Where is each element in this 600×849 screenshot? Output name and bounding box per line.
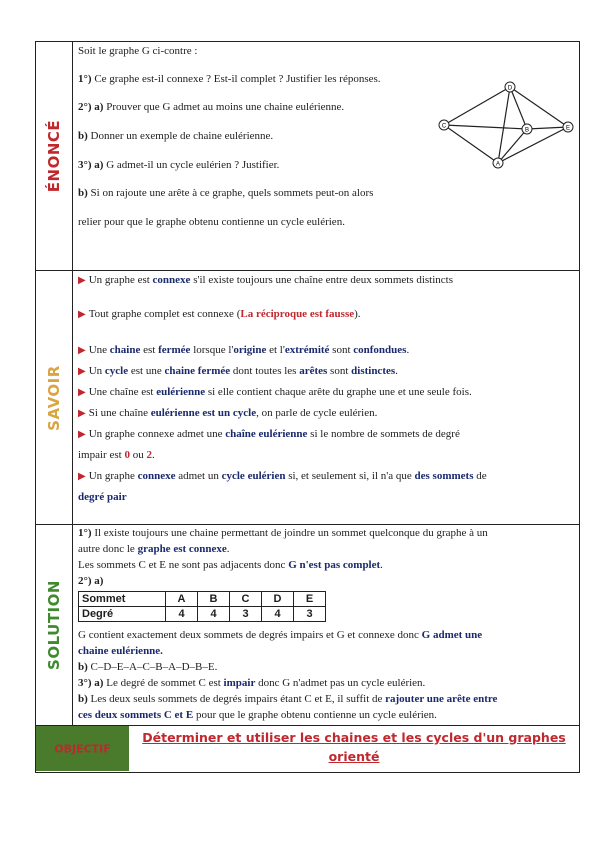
savoir-item-complet: ▶ Tout graphe complet est connexe (La réciproque est fausse). <box>78 308 361 320</box>
enonce-q2a: 2°) a) Prouver que G admet au moins une chaine eulérienne. <box>78 101 345 113</box>
exercise-sheet <box>35 41 580 773</box>
savoir-item-theoreme-chaine: ▶ Un graphe connexe admet une chaîne eulérienne si le nombre de sommets de degré <box>78 428 460 440</box>
solution-side <box>36 525 73 725</box>
table-header-cell: Sommet <box>79 592 166 607</box>
solution-q1-line2: autre donc le graphe est connexe. <box>78 543 230 555</box>
graph-edge-A-E <box>498 125 571 163</box>
bullet-arrow-icon: ▶ <box>78 387 86 398</box>
svg-text:A: A <box>495 161 501 168</box>
objectif-badge <box>36 726 129 771</box>
table-cell-degree: 4 <box>262 607 294 622</box>
enonce-q3b-cont: relier pour que le graphe obtenu contienne un cycle eulérien. <box>78 216 345 228</box>
solution-q3b-line1: b) Les deux seuls sommets de degrés impairs étant C et E, il suffit de rajouter une arête entre <box>78 693 498 705</box>
enonce-content <box>78 42 575 270</box>
table-row <box>79 592 326 607</box>
graph-node-C <box>439 120 449 130</box>
enonce-q3b: b) Si on rajoute une arête à ce graphe, quels sommets peut-on alors <box>78 187 374 199</box>
enonce-q2b: b) Donner un exemple de chaine eulérienne. <box>78 130 274 142</box>
solution-q2a-line2: chaine eulérienne. <box>78 645 163 657</box>
bullet-arrow-icon: ▶ <box>78 309 86 320</box>
solution-content <box>78 525 575 725</box>
objectif-label: OBJECTIF <box>54 742 111 755</box>
savoir-item-cycle: ▶ Un cycle est une chaine fermée dont toutes les arêtes sont distinctes. <box>78 365 398 377</box>
graph-node-D <box>505 82 515 92</box>
graph-node-B <box>522 124 532 134</box>
solution-q3a: 3°) a) Le degré de sommet C est impair donc G n'admet pas un cycle eulérien. <box>78 677 426 689</box>
solution-q2a-label: 2°) a) <box>78 575 104 587</box>
enonce-q1: 1°) Ce graphe est-il connexe ? Est-il complet ? Justifier les réponses. <box>78 73 381 85</box>
graph-node-A <box>493 158 503 168</box>
table-cell-vertex: C <box>230 592 262 607</box>
table-cell-degree: 4 <box>198 607 230 622</box>
savoir-item-cycle-eulerien: ▶ Si une chaîne eulérienne est un cycle, on parle de cycle eulérien. <box>78 407 378 419</box>
solution-q1-line1: 1°) Il existe toujours une chaine permettant de joindre un sommet quelconque du graphe à un <box>78 527 488 539</box>
bullet-arrow-icon: ▶ <box>78 366 86 377</box>
table-cell-degree: 4 <box>166 607 198 622</box>
solution-q2a-line1: G contient exactement deux sommets de degrés impairs et G et connexe donc G admet une <box>78 629 483 641</box>
savoir-item-theoreme-cycle-cont: degré pair <box>78 491 127 503</box>
table-cell-vertex: E <box>294 592 326 607</box>
solution-q2b: b) C–D–E–A–C–B–A–D–B–E. <box>78 661 218 673</box>
savoir-item-chaine-fermee: ▶ Une chaine est fermée lorsque l'origine et l'extrémité sont confondues. <box>78 344 410 356</box>
graph-edge-C-A <box>441 123 498 163</box>
table-cell-vertex: D <box>262 592 294 607</box>
svg-text:C: C <box>441 123 447 130</box>
table-row <box>79 607 326 622</box>
savoir-item-eulerienne: ▶ Une chaîne est eulérienne si elle contient chaque arête du graphe une et une seule fois. <box>78 386 472 398</box>
enonce-q3a: 3°) a) G admet-il un cycle eulérien ? Justifier. <box>78 159 280 171</box>
enonce-label: ÉNONCÉ <box>45 119 63 193</box>
savoir-item-connexe: ▶ Un graphe est connexe s'il existe toujours une chaîne entre deux sommets distincts <box>78 274 454 286</box>
solution-q1-line3: Les sommets C et E ne sont pas adjacents donc G n'est pas complet. <box>78 559 383 571</box>
savoir-section <box>36 271 579 525</box>
bullet-arrow-icon: ▶ <box>78 408 86 419</box>
savoir-item-theoreme-cycle: ▶ Un graphe connexe admet un cycle eulérien si, et seulement si, il n'a que des sommets de <box>78 470 487 482</box>
bullet-arrow-icon: ▶ <box>78 345 86 356</box>
table-cell-degree: 3 <box>294 607 326 622</box>
solution-section <box>36 525 579 726</box>
enonce-section <box>36 42 579 271</box>
table-cell-vertex: B <box>198 592 230 607</box>
savoir-content <box>78 271 575 524</box>
graph-figure <box>436 79 576 169</box>
table-cell-vertex: A <box>166 592 198 607</box>
bullet-arrow-icon: ▶ <box>78 471 86 482</box>
graph-edge-C-B <box>441 123 527 130</box>
objectif-section <box>36 726 579 771</box>
bullet-arrow-icon: ▶ <box>78 429 86 440</box>
enonce-side <box>36 42 73 270</box>
svg-text:E: E <box>565 125 571 132</box>
solution-q3b-line2: ces deux sommets C et E pour que le graphe obtenu contienne un cycle eulérien. <box>78 709 437 721</box>
savoir-item-theoreme-chaine-cont: impair est 0 ou 2. <box>78 449 155 461</box>
graph-edge-C-D <box>444 87 510 125</box>
svg-text:B: B <box>524 127 530 134</box>
table-header-cell: Degré <box>79 607 166 622</box>
graph-edge-B-E <box>527 127 568 129</box>
enonce-intro: Soit le graphe G ci-contre : <box>78 45 198 57</box>
objectif-text: Déterminer et utiliser les chaines et les cycles d'un graphes orienté <box>142 730 566 764</box>
graph-node-E <box>563 122 573 132</box>
svg-text:D: D <box>507 85 513 92</box>
savoir-label: SAVOIR <box>45 364 63 431</box>
solution-label: SOLUTION <box>45 580 63 670</box>
table-cell-degree: 3 <box>230 607 262 622</box>
bullet-arrow-icon: ▶ <box>78 275 86 286</box>
savoir-side <box>36 271 73 524</box>
degree-table <box>78 591 326 622</box>
